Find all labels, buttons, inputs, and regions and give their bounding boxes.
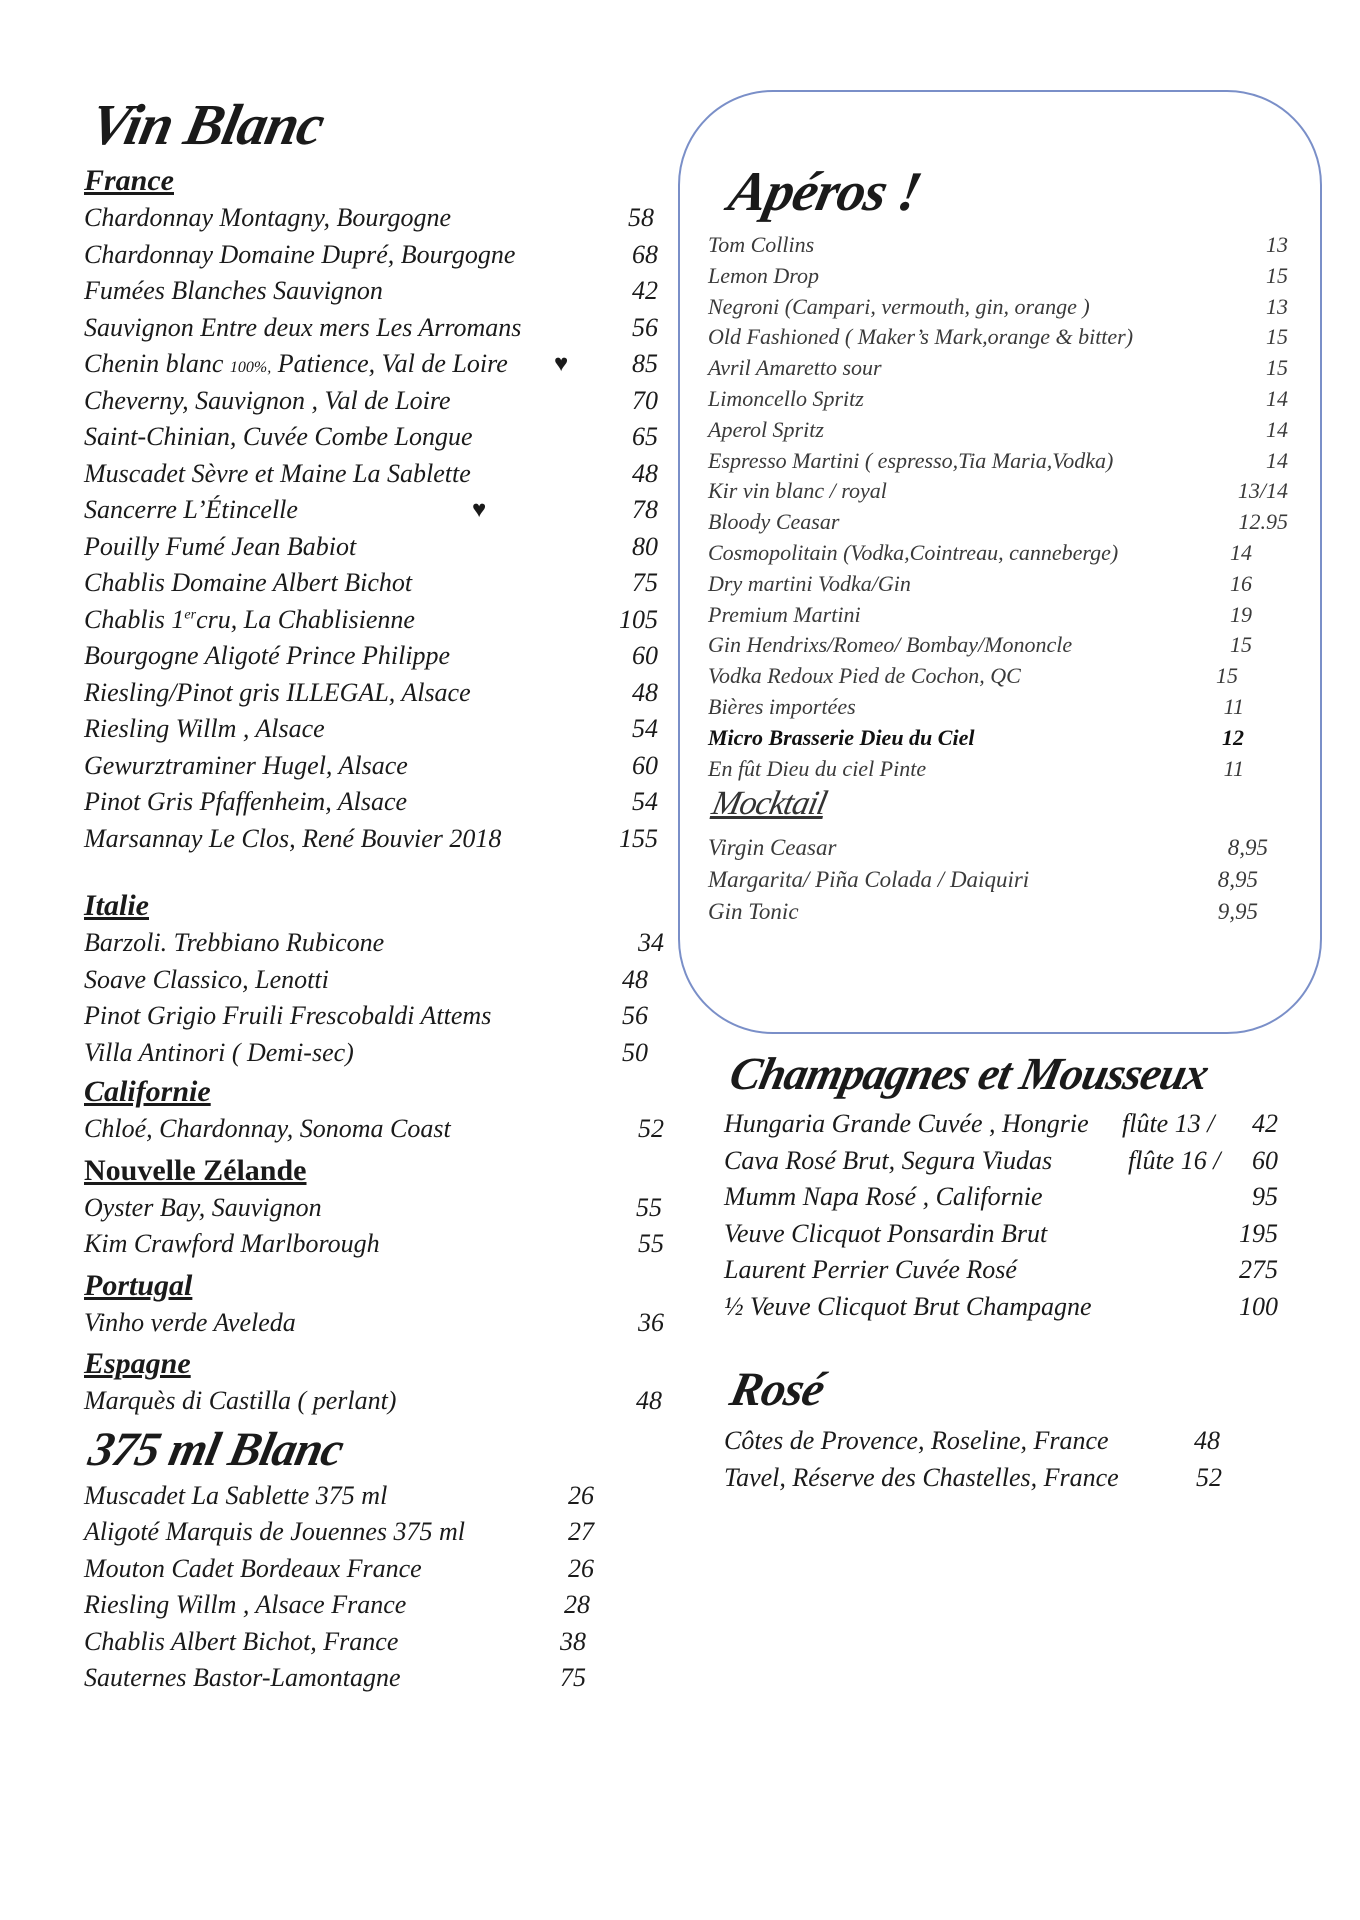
list-item: Mumm Napa Rosé , Californie 95 [724,1182,1278,1211]
list-item: Muscadet La Sablette 375 ml 26 [84,1480,594,1510]
list-item: Tom Collins 13 [708,232,1288,257]
list-item: Chablis Domaine Albert Bichot 75 [84,568,658,597]
list-item: Chloé, Chardonnay, Sonoma Coast 52 [84,1114,664,1143]
list-item: Sauvignon Entre deux mers Les Arromans 56 [84,312,658,342]
list-item: Dry martini Vodka/Gin 16 [708,570,1252,596]
list-item: Old Fashioned ( Maker’s Mark,orange & bitter) 15 [708,324,1288,350]
heart-icon: ♥ [472,497,487,523]
list-item: Sancerre L’Étincelle ♥ 78 [84,492,644,529]
list-item: Cheverny, Sauvignon , Val de Loire 70 [84,385,658,415]
section-title-italie: Italie [84,889,149,922]
list-item: Virgin Ceasar 8,95 [708,835,1268,861]
list-item: Mouton Cadet Bordeaux France 26 [84,1553,594,1583]
list-item: Villa Antinori ( Demi-sec) 50 [84,1037,648,1067]
list-item: Vinho verde Aveleda 36 [84,1307,664,1337]
aperos-list [708,230,1288,784]
list-item: Kir vin blanc / royal 13/14 [708,478,1288,504]
list-item: Gin Tonic 9,95 [708,899,1258,925]
section-title-france: France [84,164,174,197]
list-item: Fumées Blanches Sauvignon 42 [84,276,658,305]
rose-list [724,1423,1284,1496]
list-item: Sauternes Bastor-Lamontagne 75 [84,1663,586,1692]
list-item: Marquès di Castilla ( perlant) 48 [84,1386,662,1415]
list-item: Aligoté Marquis de Jouennes 375 ml 27 [84,1517,594,1546]
champagnes-list [724,1106,1284,1325]
section-title-californie: Californie [84,1075,211,1108]
list-item: Gewurztraminer Hugel, Alsace 60 [84,750,658,780]
mocktail-title: Mocktail [708,785,830,823]
list-item: ½ Veuve Clicquot Brut Champagne 100 [724,1291,1278,1321]
list-item: Chablis 1ercru, La Chablisienne 105 [84,604,658,634]
list-item: Riesling Willm , Alsace France 28 [84,1590,590,1619]
list-item: Kim Crawford Marlborough 55 [84,1229,664,1258]
list-item: Cava Rosé Brut, Segura Viudas flûte 16 / 60 [724,1145,1278,1175]
list-item: Chenin blanc 100%, Patience, Val de Loire ♥ 85 [84,346,644,383]
champagnes-title: Champagnes et Mousseux [725,1048,1213,1099]
mocktail-list [708,832,1288,928]
list-item: Chardonnay Montagny, Bourgogne 58 [84,203,654,232]
blanc-375-list [84,1478,644,1697]
list-item: Pinot Gris Pfaffenheim, Alsace 54 [84,787,658,816]
list-item: Cosmopolitain (Vodka,Cointreau, canneberge) 14 [708,539,1252,565]
list-item: Bloody Ceasar 12.95 [708,509,1288,535]
vin-blanc-column [84,92,664,1697]
list-item: Riesling/Pinot gris ILLEGAL, Alsace 48 [84,677,658,707]
italie-list [84,925,664,1071]
list-item: Pinot Grigio Fruili Frescobaldi Attems 56 [84,1001,648,1030]
blanc-375-title: 375 ml Blanc [84,1422,348,1476]
list-item: Aperol Spritz 14 [708,416,1288,442]
list-item: Chablis Albert Bichot, France 38 [84,1626,586,1656]
list-item: Micro Brasserie Dieu du Ciel 12 [708,724,1244,750]
heart-icon: ♥ [554,351,569,377]
rose-title: Rosé [725,1363,829,1416]
list-item: Negroni (Campari, vermouth, gin, orange ) 13 [708,293,1288,319]
list-item: Marsannay Le Clos, René Bouvier 2018 155 [84,823,658,853]
section-title-espagne: Espagne [84,1347,191,1380]
list-item: Limoncello Spritz 14 [708,385,1288,411]
section-title-nouvelle-zelande: Nouvelle Zélande [84,1153,307,1187]
list-item: Oyster Bay, Sauvignon 55 [84,1192,662,1222]
list-item: Tavel, Réserve des Chastelles, France 52 [724,1462,1222,1492]
list-item: Muscadet Sèvre et Maine La Sablette 48 [84,458,658,488]
list-item: Bourgogne Aligoté Prince Philippe 60 [84,641,658,670]
list-item: Espresso Martini ( espresso,Tia Maria,Vodka) 14 [708,447,1288,473]
list-item: Margarita/ Piña Colada / Daiquiri 8,95 [708,867,1258,893]
list-item: Gin Hendrixs/Romeo/ Bombay/Mononcle 15 [708,632,1252,658]
list-item: En fût Dieu du ciel Pinte 11 [708,755,1244,781]
list-item: Côtes de Provence, Roseline, France 48 [724,1426,1220,1455]
list-item: Hungaria Grande Cuvée , Hongrie flûte 13 / 42 [724,1109,1278,1138]
list-item: Lemon Drop 15 [708,262,1288,288]
france-list [84,200,658,857]
list-item: Barzoli. Trebbiano Rubicone 34 [84,928,664,957]
list-item: Premium Martini 19 [708,601,1252,627]
champagnes-column [724,1046,1284,1496]
list-item: Chardonnay Domaine Dupré, Bourgogne 68 [84,239,658,269]
list-item: Veuve Clicquot Ponsardin Brut 195 [724,1218,1278,1248]
aperos-column [708,160,1288,928]
list-item: Laurent Perrier Cuvée Rosé 275 [724,1255,1278,1284]
list-item: Avril Amaretto sour 15 [708,355,1288,381]
list-item: Riesling Willm , Alsace 54 [84,714,658,743]
list-item: Vodka Redoux Pied de Cochon, QC 15 [708,663,1238,689]
list-item: Soave Classico, Lenotti 48 [84,964,648,994]
list-item: Bières importées 11 [708,693,1244,719]
section-title-portugal: Portugal [84,1268,193,1302]
vin-blanc-title: Vin Blanc [84,92,330,157]
list-item: Pouilly Fumé Jean Babiot 80 [84,531,658,561]
list-item: Saint-Chinian, Cuvée Combe Longue 65 [84,422,658,451]
aperos-title: Apéros ! [723,161,927,223]
